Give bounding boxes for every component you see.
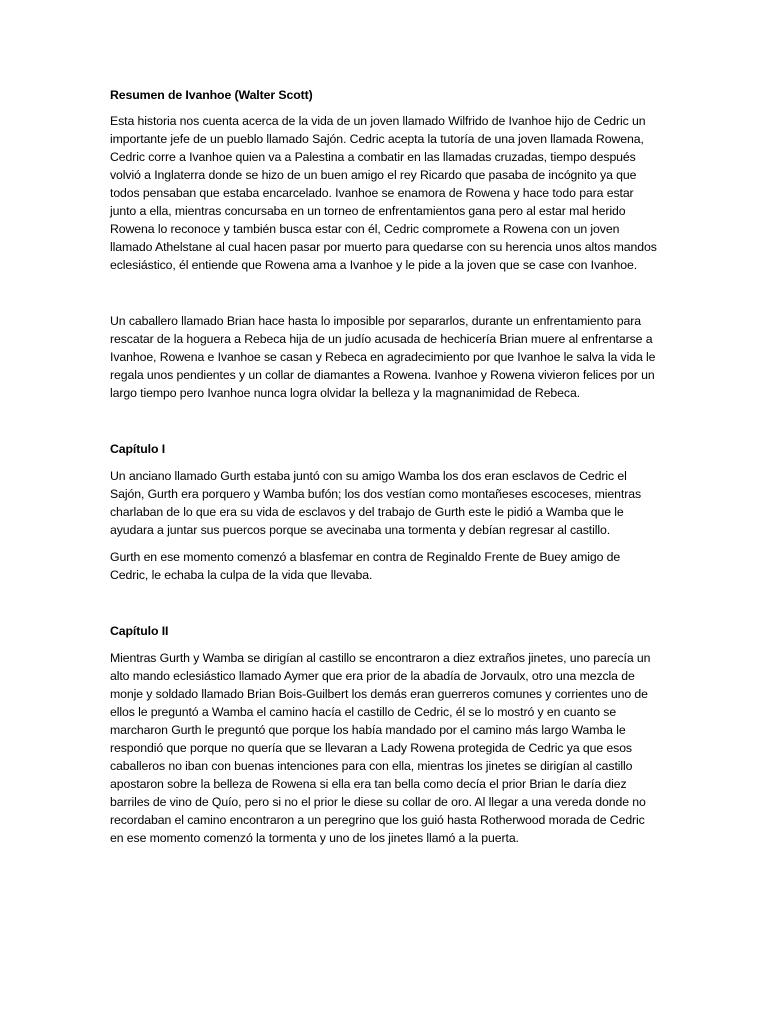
document-title: Resumen de Ivanhoe (Walter Scott) [110, 88, 313, 102]
chapter-2-heading: Capítulo II [110, 624, 169, 638]
chapter-2-paragraph-1: Mientras Gurth y Wamba se dirigían al castillo se encontraron a diez extraños jinetes, uno parecía un alto mando eclesiástico llamado Aymer que era prior de la abadía de Jorvaulx, otro una mezcla de monje y soldado llamado Brian Bois-Guilbert los demás eran guerreros comunes y corrientes uno de ellos le preguntó a Wamba el camino hacía el castillo de Cedric, él se lo mostró y en cuanto se marcharon Gurth le preguntó que porque los había mandado por el camino más largo Wamba le respondió que porque no quería que se llevaran a Lady Rowena protegida de Cedric ya que esos caballeros no iban con buenas intenciones para con ella, mientras los jinetes se dirigían al castillo apostaron sobre la belleza de Rowena si ella era tan bella como decía el prior Brian le daría diez barriles de vino de Quío, pero si no el prior le diese su collar de oro. Al llegar a una vereda donde no recordaban el camino encontraron a un peregrino que los guió hasta Rotherwood morada de Cedric en ese momento comenzó la tormenta y uno de los jinetes llamó a la puerta. [110, 651, 651, 845]
chapter-1-paragraph-2: Gurth en ese momento comenzó a blasfemar en contra de Reginaldo Frente de Buey amigo de Cedric, le echaba la culpa de la vida que llevaba. [110, 550, 621, 582]
document-page [110, 86, 658, 847]
chapter-1-paragraph-1: Un anciano llamado Gurth estaba juntó con su amigo Wamba los dos eran esclavos de Cedric el Sajón, Gurth era porquero y Wamba bufón; los dos vestían como montañeses escoceses, mientras charlaban de lo que era su vida de esclavos y del trabajo de Gurth este le pidió a Wamba que le ayudara a juntar sus puercos porque se avecinaba una tormenta y debían regresar al castillo. [110, 469, 641, 537]
intro-paragraph-1: Esta historia nos cuenta acerca de la vida de un joven llamado Wilfrido de Ivanhoe hijo de Cedric un importante jefe de un pueblo llamado Sajón. Cedric acepta la tutoría de una joven llamada Rowena, Cedric corre a Ivanhoe quien va a Palestina a combatir en las llamadas cruzadas, tiempo después volvió a Inglaterra donde se hizo de un buen amigo el rey Ricardo que pasaba de incógnito ya que todos pensaban que estaba encarcelado. Ivanhoe se enamora de Rowena y hace todo para estar junto a ella, mientras concursaba en un torneo de enfrentamientos gana pero al estar mal herido Rowena lo reconoce y también busca estar con él, Cedric compromete a Rowena con un joven llamado Athelstane al cual hacen pasar por muerto para quedarse con su herencia unos altos mandos eclesiástico, él entiende que Rowena ama a Ivanhoe y le pide a la joven que se case con Ivanhoe. [110, 114, 657, 272]
intro-paragraph-2: Un caballero llamado Brian hace hasta lo imposible por separarlos, durante un enfrentamiento para rescatar de la hoguera a Rebeca hija de un judío acusada de hechicería Brian muere al enfrentarse a Ivanhoe, Rowena e Ivanhoe se casan y Rebeca en agradecimiento por que Ivanhoe le salva la vida le regala unos pendientes y un collar de diamantes a Rowena. Ivanhoe y Rowena vivieron felices por un largo tiempo pero Ivanhoe nunca logra olvidar la belleza y la magnanimidad de Rebeca. [110, 314, 656, 400]
chapter-1-heading: Capítulo I [110, 442, 166, 456]
